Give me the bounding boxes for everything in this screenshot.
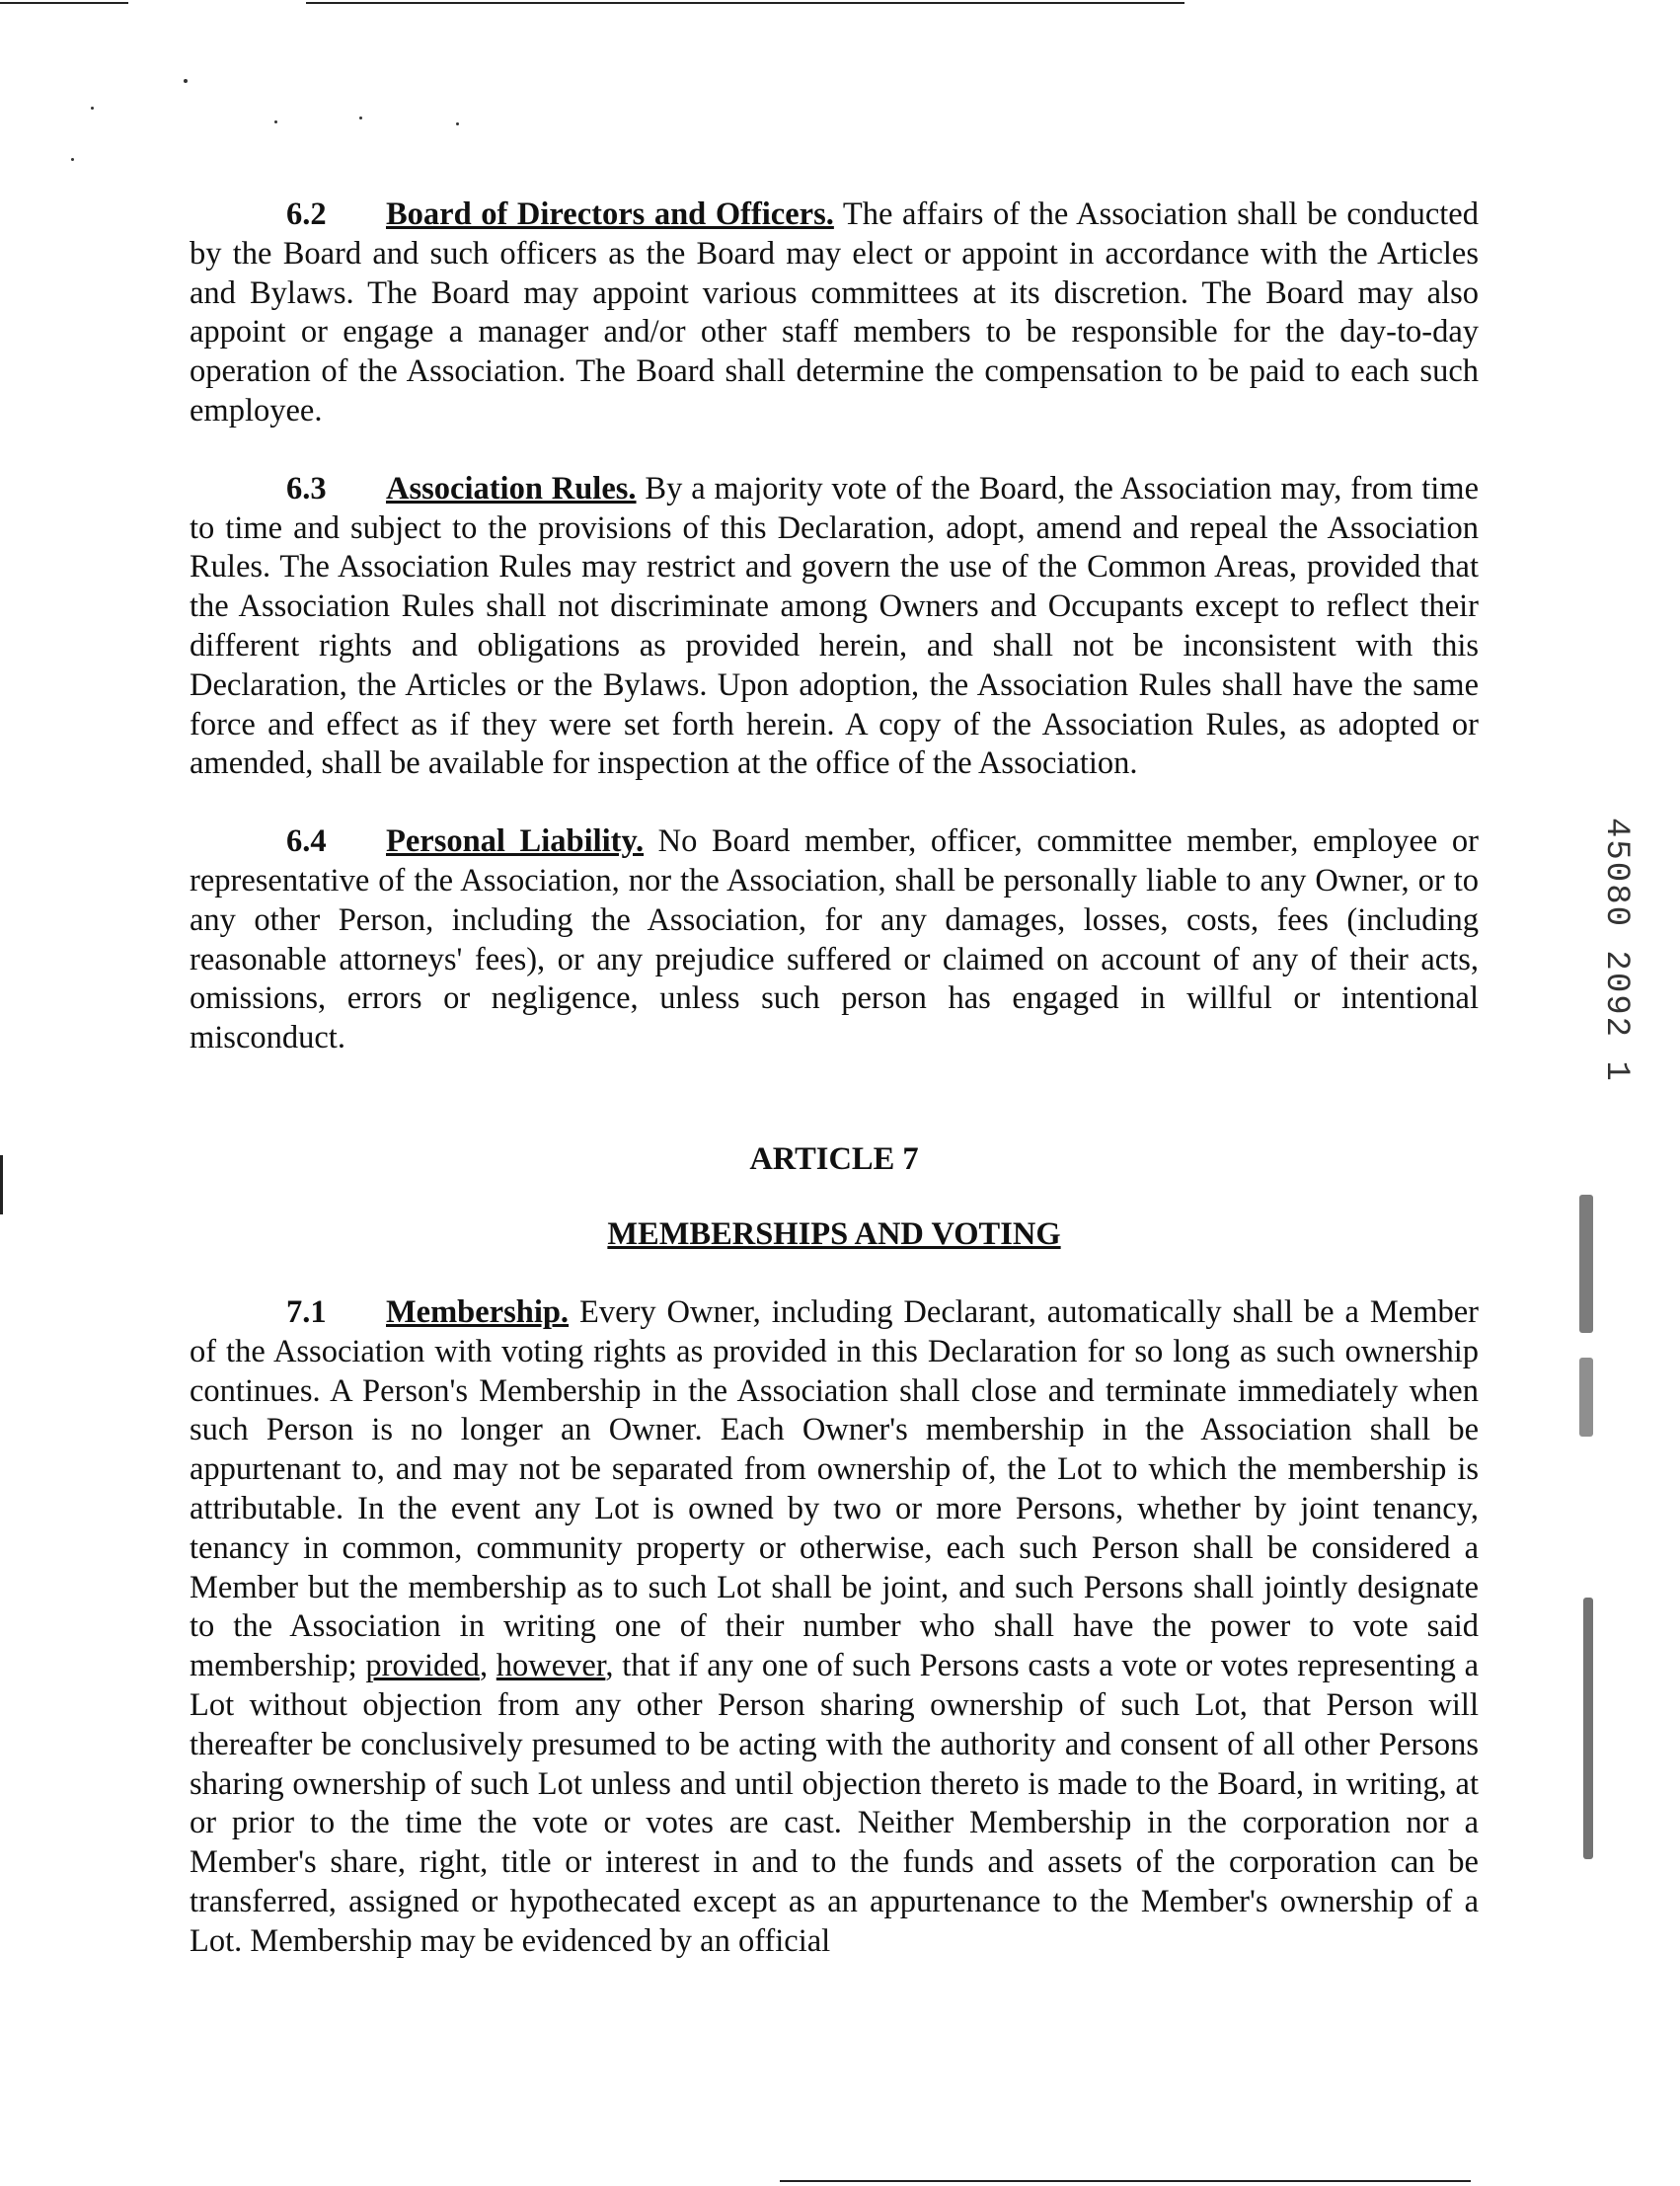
article-title-text: MEMBERSHIPS AND VOTING bbox=[607, 1216, 1061, 1252]
section-body-part-b: , that if any one of such Persons casts a vote or votes representing a Lot without objection from any other Person sharing ownership of such Lot, that Person will thereafter be conclusively presumed to be acting with the authority and consent of all other Persons sharing ownership of such Lot unless and until objection thereto is made to the Board, in writing, at or prior to the time the vote or votes are cast. Neither Membership in the corporation nor a Member's share, right, title or interest in and to the funds and assets of the corporation can be transferred, assigned or hypothecated except as an appurtenance to the Member's ownership of a Lot. Membership may be evidenced by an official bbox=[190, 1648, 1479, 1959]
side-recording-stamp: 45080 2092 1 bbox=[1597, 818, 1635, 1083]
section-heading: Membership. bbox=[386, 1294, 570, 1330]
article-number-heading: ARTICLE 7 bbox=[749, 1141, 919, 1177]
section-number: 7.1 bbox=[286, 1294, 327, 1330]
scan-speck bbox=[71, 158, 74, 161]
scan-top-edge-line bbox=[0, 2, 128, 4]
section-body: The affairs of the Association shall be conducted by the Board and such officers as the Board may elect or appoint in accordance with the Articles and Bylaws. The Board may appoint various committees at its discretion. The Board may also appoint or engage a manager and/or other staff members to be responsible for the day-to-day operation of the Association. The Board shall determine the compensation to be paid to each such employee. bbox=[190, 196, 1479, 429]
section-body: By a majority vote of the Board, the Association may, from time to time and subject to the provisions of this Declaration, adopt, amend and repeal the Association Rules. The Association Rules may restrict and govern the use of the Common Areas, provided that the Association Rules shall not discriminate among Owners and Occupants except to reflect their different rights and obligations as provided herein, and shall not be inconsistent with this Declaration, the Articles or the Bylaws. Upon adoption, the Association Rules shall have the same force and effect as if they were set forth herein. A copy of the Association Rules, as adopted or amended, shall be available for inspection at the office of the Association. bbox=[190, 470, 1479, 782]
section-body: No Board member, officer, committee member, employee or representative of the Association, nor the Association, shall be personally liable to any Owner, or to any other Person, including the Association, for any damages, losses, costs, fees (including reasonable attorneys' fees), or any prejudice suffered or claimed on account of any of their acts, omissions, errors or negligence, unless such person has engaged in willful or intentional misconduct. bbox=[190, 823, 1479, 1056]
section-heading: Board of Directors and Officers. bbox=[386, 196, 834, 232]
comma-separator: , bbox=[479, 1648, 496, 1684]
article-7-sections bbox=[190, 1293, 1479, 2000]
side-scan-mark bbox=[1579, 1358, 1593, 1437]
scan-speck bbox=[359, 117, 362, 119]
scan-speck bbox=[456, 122, 459, 125]
scan-speck bbox=[274, 120, 277, 123]
section-number: 6.3 bbox=[286, 470, 327, 507]
section-number: 6.4 bbox=[286, 823, 327, 860]
however-term: however bbox=[496, 1648, 606, 1684]
section-7-1 bbox=[190, 1293, 1479, 1962]
scan-speck bbox=[91, 107, 94, 110]
section-number: 6.2 bbox=[286, 196, 327, 232]
side-scan-mark bbox=[1579, 1195, 1593, 1333]
scan-bottom-rule bbox=[780, 2180, 1471, 2182]
article-title-heading bbox=[190, 1216, 1479, 1253]
section-heading: Personal Liability. bbox=[386, 823, 645, 860]
section-6-3 bbox=[190, 470, 1479, 784]
provided-term: provided bbox=[365, 1648, 480, 1684]
section-6-2 bbox=[190, 195, 1479, 431]
scan-top-rule bbox=[306, 2, 1184, 4]
section-6-4 bbox=[190, 822, 1479, 1058]
article-6-sections bbox=[190, 195, 1479, 1097]
section-body-part-a: Every Owner, including Declarant, automatically shall be a Member of the Association with voting rights as provided in this Declaration for so long as such ownership continues. A Person's Membership in the Association shall close and terminate immediately when such Person is no longer an Owner. Each Owner's membership in the Association shall be appurtenant to, and may not be separated from ownership of, the Lot to which the membership is attributable. In the event any Lot is owned by two or more Persons, whether by joint tenancy, tenancy in common, community property or otherwise, each such Person shall be considered a Member but the membership as to such Lot shall be joint, and such Persons shall jointly designate to the Association in writing one of their number who shall have the power to vote said membership; bbox=[190, 1294, 1479, 1684]
side-scan-mark bbox=[1583, 1598, 1593, 1859]
scan-left-edge-mark bbox=[0, 1155, 3, 1214]
scan-speck bbox=[184, 79, 188, 83]
section-heading: Association Rules. bbox=[386, 470, 637, 507]
